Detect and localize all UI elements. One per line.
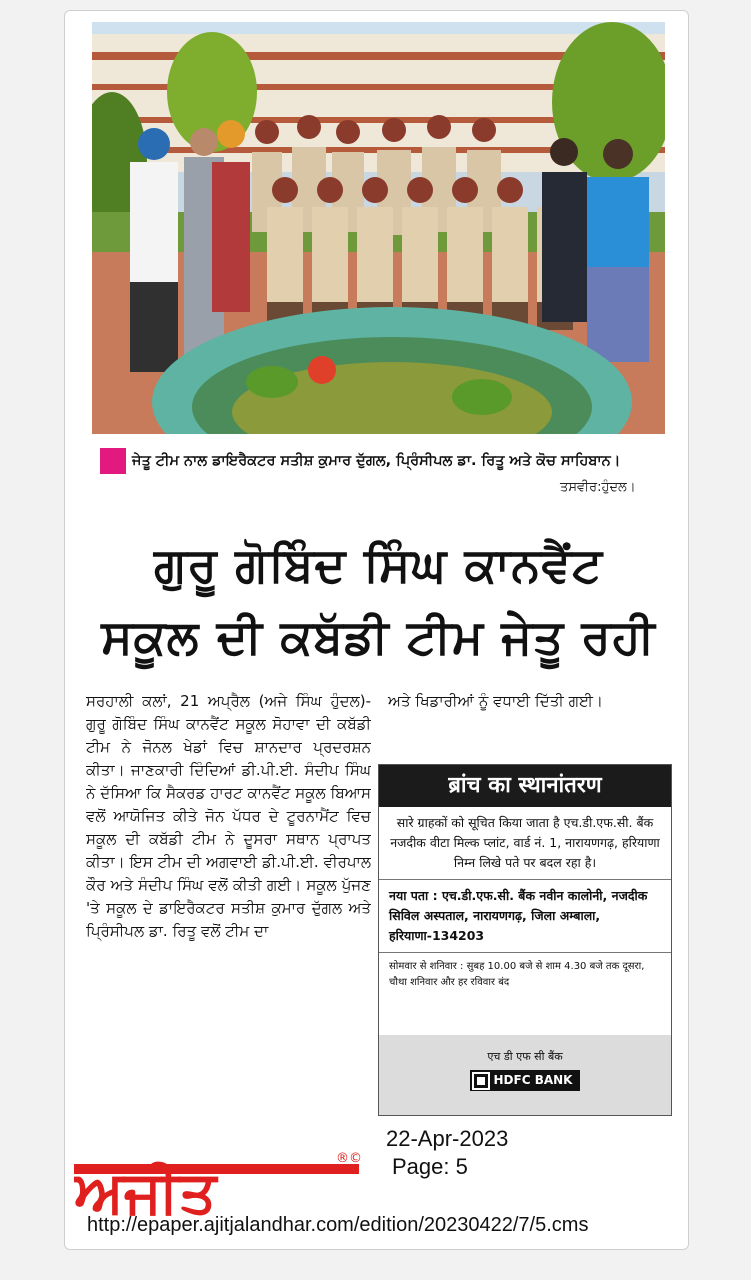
photo-credit: ਤਸਵੀਰ:ਹੁੰਦਲ। bbox=[560, 480, 636, 495]
hdfc-bank-logo bbox=[470, 1070, 581, 1091]
ajit-logo-graphic bbox=[74, 1142, 374, 1218]
ad-title: ब्रांच का स्थानांतरण bbox=[379, 765, 671, 807]
article-right-column: ਅਤੇ ਖਿਡਾਰੀਆਂ ਨੂੰ ਵਧਾਈ ਦਿੱਤੀ ਗਈ। bbox=[388, 692, 604, 710]
team-photo-illustration bbox=[92, 22, 665, 434]
ad-bank-hindi-name: एच डी एफ सी बैंक bbox=[487, 1050, 563, 1063]
caption-bullet-square bbox=[100, 448, 126, 474]
headline-line-1: ਗੁਰੂ ਗੋਬਿੰਦ ਸਿੰਘ ਕਾਨਵੈਂਟ bbox=[153, 538, 604, 593]
ad-new-address: नया पता : एच.डी.एफ.सी. बैंक नवीन कालोनी, नजदीक सिविल अस्पताल, नारायणगढ़, जिला अम्बाला, हरियाणा-134203 bbox=[379, 880, 671, 953]
ajit-logo-text: ਅਜੀਤ bbox=[74, 1158, 217, 1218]
edition-date: 22-Apr-2023 bbox=[386, 1126, 509, 1151]
headline-line-2: ਸਕੂਲ ਦੀ ਕਬੱਡੀ ਟੀਮ ਜੇਤੂ ਰਹੀ bbox=[101, 610, 656, 665]
caption-text: ਜੇਤੂ ਟੀਮ ਨਾਲ ਡਾਇਰੈਕਟਰ ਸਤੀਸ਼ ਕੁਮਾਰ ਦੁੱਗਲ, ਪ੍ਰਿੰਸੀਪਲ ਡਾ. ਰਿਤੂ ਅਤੇ ਕੋਚ ਸਾਹਿਬਾਨ। bbox=[132, 453, 621, 469]
bank-advertisement bbox=[378, 764, 672, 1116]
hdfc-logo-text: HDFC BANK bbox=[493, 1073, 573, 1087]
news-photo bbox=[92, 22, 665, 434]
ad-hours: सोमवार से शनिवार : सुबह 10.00 बजे से शाम 4.30 बजे तक दूसरा, चौथा शनिवार और हर रविवार बंद bbox=[389, 961, 645, 988]
ajit-logo bbox=[74, 1142, 374, 1218]
ad-footer bbox=[379, 1035, 671, 1115]
hdfc-square-icon bbox=[474, 1074, 488, 1088]
headline bbox=[92, 530, 665, 674]
epaper-url[interactable]: http://epaper.ajitjalandhar.com/edition/20230422/7/5.cms bbox=[87, 1214, 589, 1236]
photo-caption bbox=[100, 448, 672, 474]
ad-notice: सारे ग्राहकों को सूचित किया जाता है एच.डी.एफ.सी. बैंक नजदीक वीटा मिल्क प्लांट, वार्ड नं. 1, नारायणगढ़, हरियाणा निम्न लिखे पते पर बदल रहा है। bbox=[379, 807, 671, 880]
edition-page: Page: 5 bbox=[392, 1154, 468, 1179]
registered-copyright-mark: ®© bbox=[336, 1151, 362, 1166]
article-left-column: ਸਰਹਾਲੀ ਕਲਾਂ, 21 ਅਪ੍ਰੈਲ (ਅਜੇ ਸਿੰਘ ਹੁੰਦਲ)- ਗੁਰੂ ਗੋਬਿੰਦ ਸਿੰਘ ਕਾਨਵੈਂਟ ਸਕੂਲ ਸੋਹਾਵਾ ਦੀ ਕਬੱਡੀ ਟੀਮ ਨੇ ਜੋਨਲ ਖੇਡਾਂ ਵਿਚ ਸ਼ਾਨਦਾਰ ਪ੍ਰਦਰਸ਼ਨ ਕੀਤਾ। ਜਾਣਕਾਰੀ ਦਿੰਦਿਆਂ ਡੀ.ਪੀ.ਈ. ਸੰਦੀਪ ਸਿੰਘ ਨੇ ਦੱਸਿਆ ਕਿ ਸੈਕਰਡ ਹਾਰਟ ਕਾਨਵੈਂਟ ਸਕੂਲ ਬਿਆਸ ਵਲੋਂ ਆਯੋਜਿਤ ਕੀਤੇ ਜੋਨ ਪੱਧਰ ਦੇ ਟੂਰਨਾਮੈਂਟ ਵਿਚ ਸਕੂਲ ਦੀ ਕਬੱਡੀ ਟੀਮ ਨੇ ਦੂਸਰਾ ਸਥਾਨ ਪ੍ਰਾਪਤ ਕੀਤਾ। ਇਸ ਟੀਮ ਦੀ ਅਗਵਾਈ ਡੀ.ਪੀ.ਈ. ਵੀਰਪਾਲ ਕੌਰ ਅਤੇ ਸੰਦੀਪ ਸਿੰਘ ਵਲੋਂ ਕੀਤੀ ਗਈ। ਸਕੂਲ ਪੁੱਜਣ 'ਤੇ ਸਕੂਲ ਦੇ ਡਾਇਰੈਕਟਰ ਸਤੀਸ਼ ਕੁਮਾਰ ਦੁੱਗਲ ਅਤੇ ਪ੍ਰਿੰਸੀਪਲ ਡਾ. ਰਿਤੂ ਵਲੋਂ ਟੀਮ ਦਾ bbox=[86, 692, 371, 940]
